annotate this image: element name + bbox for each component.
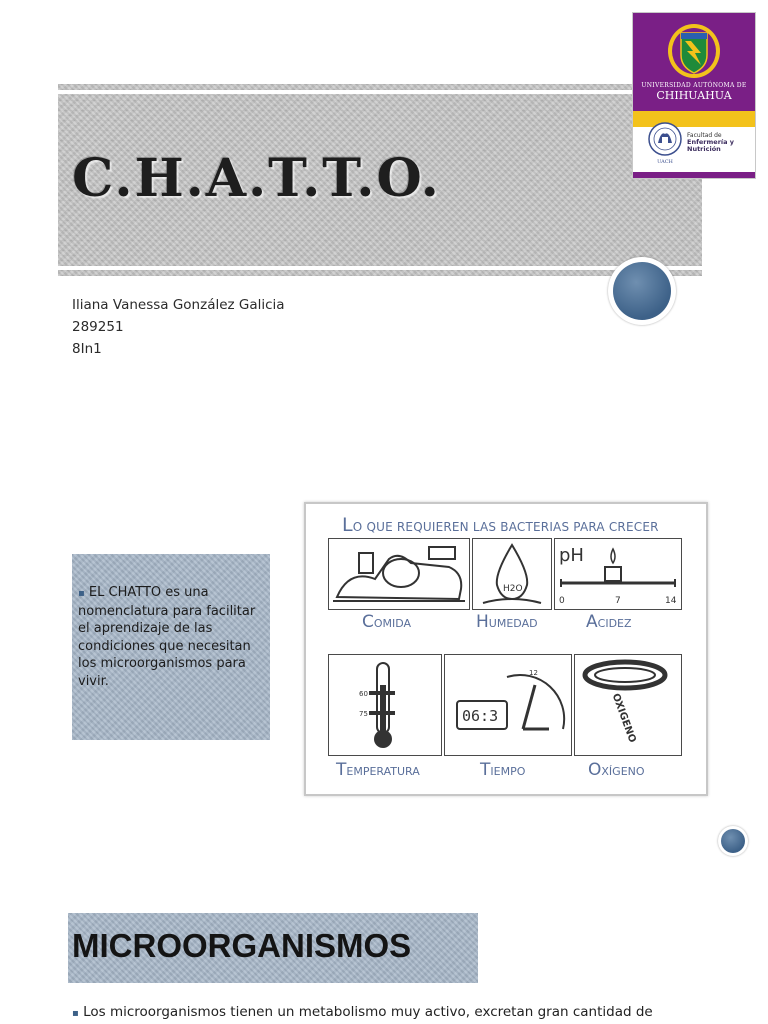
ph-icon <box>555 539 681 609</box>
logo-faculty-line2: Nutrición <box>687 145 721 153</box>
caption-tiempo: TIEMPO <box>480 760 526 780</box>
chatto-note-box <box>72 554 270 740</box>
food-cell <box>328 538 470 610</box>
bullet-icon: ▪ <box>78 588 85 599</box>
food-icon <box>329 539 469 609</box>
water-label: H2O <box>503 584 523 594</box>
author-block <box>72 294 285 360</box>
author-id: 289251 <box>72 319 124 335</box>
caption-oxigeno: OXÍGENO <box>588 760 645 780</box>
thermometer-icon <box>329 655 441 755</box>
logo-faculty-line1: Enfermería y <box>687 138 735 146</box>
diagram-title-rest: O QUE REQUIEREN LAS BACTERIAS PARA CRECER <box>352 520 659 534</box>
temperature-cell <box>328 654 442 756</box>
ph-scale-min: 0 <box>559 596 565 606</box>
time-cell <box>444 654 572 756</box>
faculty-seal-icon <box>647 121 683 157</box>
oxygen-word: OXIGENO <box>609 692 638 745</box>
caption-acidez: ACIDEZ <box>586 612 632 632</box>
caption-temperatura: TEMPERATURA <box>336 760 420 780</box>
water-drop-icon <box>473 539 551 609</box>
logo-faculty-name <box>687 132 753 153</box>
ph-label: pH <box>559 545 584 566</box>
logo-university-line2: CHIHUAHUA <box>656 89 732 102</box>
logo-seal-text: UACH <box>657 159 673 165</box>
section-body <box>72 1002 752 1024</box>
caption-humedad: HUMEDAD <box>476 612 538 632</box>
oxygen-cell <box>574 654 682 756</box>
acidity-cell <box>554 538 682 610</box>
ph-scale-max: 14 <box>665 596 677 606</box>
section-heading: MICROORGANISMOS <box>72 927 412 964</box>
bullet-icon: ▪ <box>72 1008 79 1019</box>
logo-purple-footer <box>633 172 755 178</box>
clock-display: 06:3 <box>462 707 499 725</box>
note-text: EL CHATTO es una nomenclatura para facilitar el aprendizaje de las condiciones que necesitan los microorganismos para vivir. <box>78 585 256 689</box>
humidity-cell <box>472 538 552 610</box>
decorative-circle-small <box>718 826 748 856</box>
logo-university-line1: UNIVERSIDAD AUTÓNOMA DE <box>641 82 747 89</box>
title-rule-bottom <box>58 270 702 276</box>
thermo-mark-high: 60 <box>359 690 368 698</box>
author-group: 8In1 <box>72 341 102 357</box>
decorative-circle-large <box>608 257 676 325</box>
ph-scale-mid: 7 <box>615 596 621 606</box>
university-logo <box>632 12 756 179</box>
bacteria-requirements-diagram <box>304 502 708 796</box>
university-shield-icon <box>667 21 721 79</box>
logo-faculty-prefix: Facultad de <box>687 132 722 139</box>
caption-comida: COMIDA <box>362 612 412 632</box>
thermo-mark-low: 75 <box>359 710 368 718</box>
clock-icon <box>445 655 571 755</box>
clock-mark: 12 <box>529 669 538 677</box>
title-rule-top <box>58 84 702 90</box>
section-heading-band <box>68 913 478 983</box>
section-body-text: Los microorganismos tienen un metabolismo muy activo, excretan gran cantidad de <box>83 1004 653 1020</box>
slide-title: C.H.A.T.T.O. <box>72 148 441 209</box>
diagram-title-initial: L <box>342 514 353 536</box>
diagram-title <box>342 514 659 536</box>
oxygen-ring-icon <box>575 655 681 755</box>
author-name: Iliana Vanessa González Galicia <box>72 297 285 313</box>
note-paragraph <box>78 584 264 690</box>
